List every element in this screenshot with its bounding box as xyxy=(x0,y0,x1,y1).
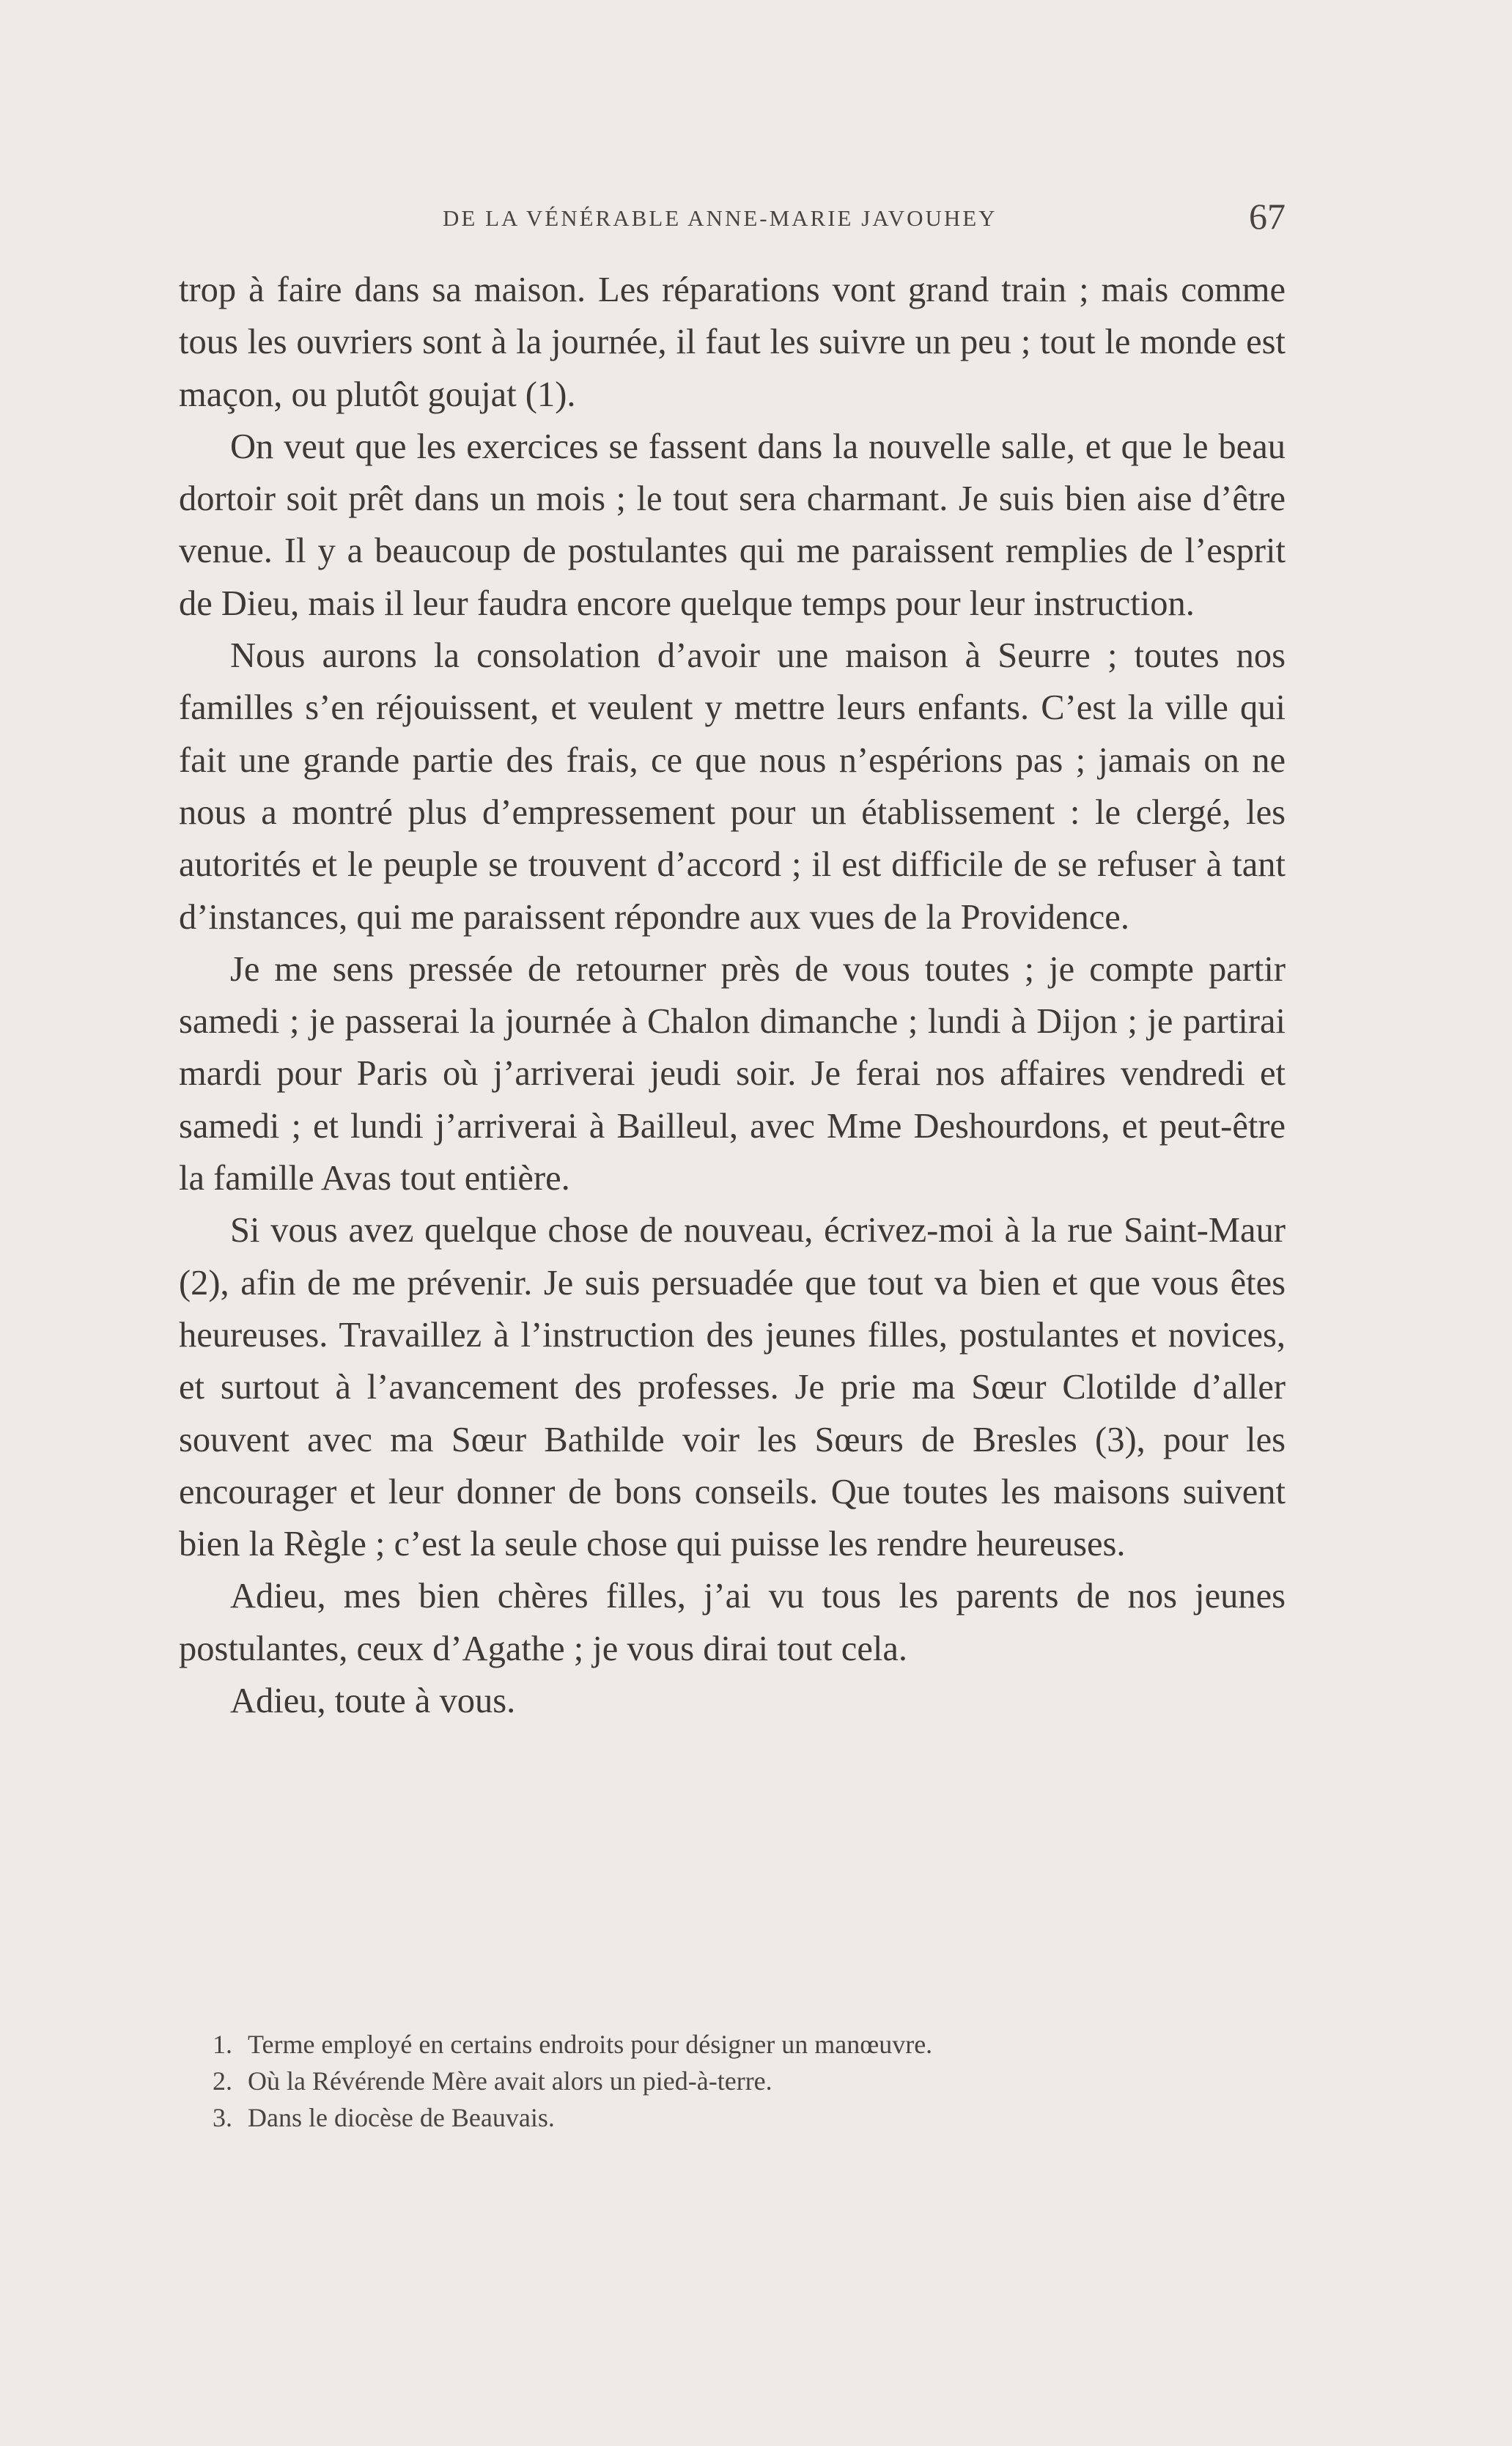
running-title: DE LA VÉNÉRABLE ANNE-MARIE JAVOUHEY xyxy=(443,205,997,231)
footnotes xyxy=(179,2026,1286,2136)
footnote-text: Où la Révérende Mère avait alors un pied-à-terre. xyxy=(248,2066,772,2096)
paragraph: Si vous avez quelque chose de nouveau, écrivez-moi à la rue Saint-Maur (2), afin de me prévenir. Je suis persuadée que tout va bien et que vous êtes heureuses. Travaillez à l’instruction des jeunes filles, postulantes et novices, et surtout à l’avancement des professes. Je prie ma Sœur Clotilde d’aller souvent avec ma Sœur Bathilde voir les Sœurs de Bresles (3), pour les encourager et leur donner de bons conseils. Que toutes les maisons suivent bien la Règle ; c’est la seule chose qui puisse les rendre heureuses. xyxy=(179,1211,1286,1564)
footnote-number: 1. xyxy=(213,2030,232,2059)
footnote xyxy=(179,2099,1286,2136)
paragraph: Je me sens pressée de retourner près de vous toutes ; je compte partir samedi ; je passerai la journée à Chalon dimanche ; lundi à Dijon ; je partirai mardi pour Paris où j’arriverai jeudi soir. Je ferai nos affaires vendredi et samedi ; et lundi j’arriverai à Bailleul, avec Mme Deshourdons, et peut-être la famille Avas tout entière. xyxy=(179,949,1286,1198)
paragraph: Nous aurons la consolation d’avoir une maison à Seurre ; toutes nos familles s’en réjouissent, et veulent y mettre leurs enfants. C’est la ville qui fait une grande partie des frais, ce que nous n’espérions pas ; jamais on ne nous a montré plus d’empressement pour un établissement : le clergé, les autorités et le peuple se trouvent d’accord ; il est difficile de se refuser à tant d’instances, qui me paraissent répondre aux vues de la Providence. xyxy=(179,636,1286,937)
running-head xyxy=(179,195,1286,239)
body-text xyxy=(179,264,1286,1727)
footnote-text: Dans le diocèse de Beauvais. xyxy=(248,2103,555,2132)
footnote xyxy=(179,2026,1286,2063)
closing-line: Adieu, toute à vous. xyxy=(230,1681,516,1721)
footnote-text: Terme employé en certains endroits pour désigner un manœuvre. xyxy=(248,2030,933,2059)
paragraph: On veut que les exercices se fassent dans la nouvelle salle, et que le beau dortoir soit prêt dans un mois ; le tout sera charmant. Je suis bien aise d’être venue. Il y a beaucoup de postulantes qui me paraissent remplies de l’esprit de Dieu, mais il leur faudra encore quelque temps pour leur instruction. xyxy=(179,427,1286,623)
paragraph-continued: trop à faire dans sa maison. Les réparations vont grand train ; mais comme tous les ouvriers sont à la journée, il faut les suivre un peu ; tout le monde est maçon, ou plutôt goujat (1). xyxy=(179,270,1286,414)
page-number: 67 xyxy=(1249,196,1286,237)
footnote-number: 2. xyxy=(213,2066,232,2096)
footnote-number: 3. xyxy=(213,2103,232,2132)
paragraph: Adieu, mes bien chères filles, j’ai vu tous les parents de nos jeunes postulantes, ceux d’Agathe ; je vous dirai tout cela. xyxy=(179,1577,1286,1668)
footnote xyxy=(179,2063,1286,2099)
